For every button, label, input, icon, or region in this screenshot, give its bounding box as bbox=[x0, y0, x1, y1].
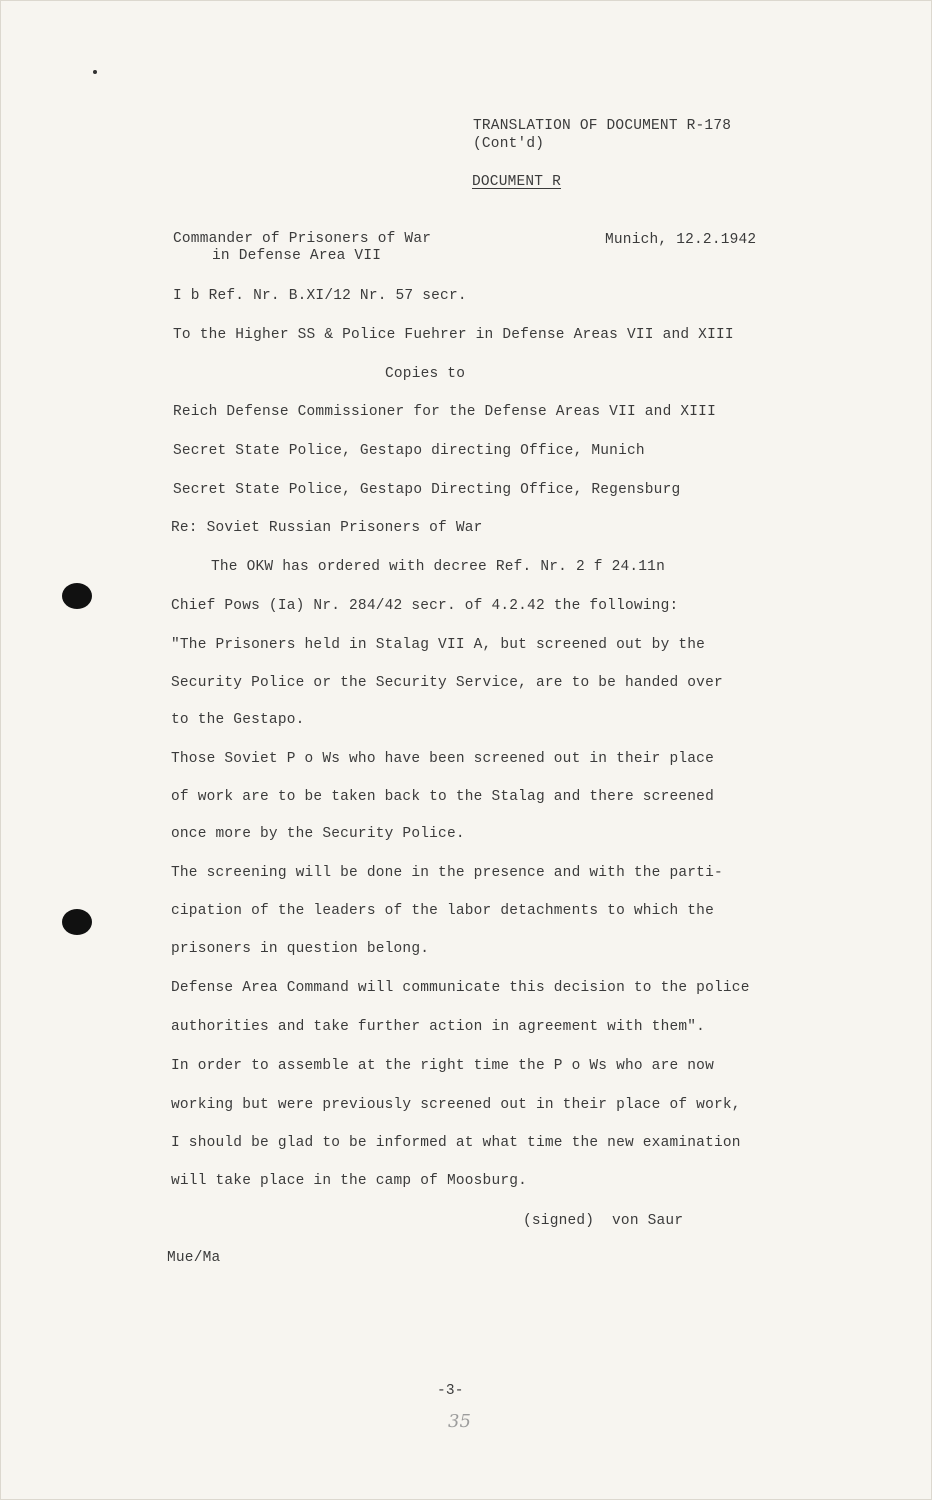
body-line: The screening will be done in the presence and with the parti- bbox=[171, 865, 723, 881]
body-line: prisoners in question belong. bbox=[171, 941, 430, 957]
body-line: Chief Pows (Ia) Nr. 284/42 secr. of 4.2.42 the following: bbox=[171, 598, 679, 614]
typist-initials: Mue/Ma bbox=[167, 1250, 221, 1266]
copy-recipient-3: Secret State Police, Gestapo Directing Office, Regensburg bbox=[173, 482, 681, 498]
body-line: Those Soviet P o Ws who have been screened out in their place bbox=[171, 751, 714, 767]
copies-to-heading: Copies to bbox=[385, 366, 466, 382]
punch-hole bbox=[62, 583, 92, 609]
body-line: working but were previously screened out in their place of work, bbox=[171, 1097, 741, 1113]
sender-line-1: Commander of Prisoners of War bbox=[173, 231, 432, 247]
body-line: In order to assemble at the right time the P o Ws who are now bbox=[171, 1058, 714, 1074]
page-number: -3- bbox=[437, 1383, 464, 1399]
body-line: "The Prisoners held in Stalag VII A, but screened out by the bbox=[171, 637, 706, 653]
ink-speck bbox=[93, 70, 97, 74]
document-label: DOCUMENT R bbox=[472, 174, 562, 190]
body-line: to the Gestapo. bbox=[171, 712, 305, 728]
body-line: once more by the Security Police. bbox=[171, 826, 465, 842]
body-line: of work are to be taken back to the Stalag and there screened bbox=[171, 789, 714, 805]
place-date: Munich, 12.2.1942 bbox=[605, 232, 757, 248]
body-line: Security Police or the Security Service, are to be handed over bbox=[171, 675, 723, 691]
reference-line: I b Ref. Nr. B.XI/12 Nr. 57 secr. bbox=[173, 288, 467, 304]
copy-recipient-1: Reich Defense Commissioner for the Defense Areas VII and XIII bbox=[173, 404, 716, 420]
body-line: authorities and take further action in agreement with them". bbox=[171, 1019, 706, 1035]
document-title: TRANSLATION OF DOCUMENT R-178 bbox=[473, 118, 732, 134]
body-line: cipation of the leaders of the labor detachments to which the bbox=[171, 903, 714, 919]
copy-recipient-2: Secret State Police, Gestapo directing Office, Munich bbox=[173, 443, 645, 459]
document-subtitle: (Cont'd) bbox=[473, 136, 545, 152]
body-line: Defense Area Command will communicate this decision to the police bbox=[171, 980, 750, 996]
sender-line-2: in Defense Area VII bbox=[212, 248, 382, 264]
punch-hole bbox=[62, 909, 92, 935]
recipient-line: To the Higher SS & Police Fuehrer in Defense Areas VII and XIII bbox=[173, 327, 734, 343]
body-line: The OKW has ordered with decree Ref. Nr. 2 f 24.11n bbox=[211, 559, 665, 575]
subject-line: Re: Soviet Russian Prisoners of War bbox=[171, 520, 483, 536]
body-line: I should be glad to be informed at what time the new examination bbox=[171, 1135, 741, 1151]
signature-line: (signed) von Saur bbox=[523, 1213, 684, 1229]
handwritten-number: 35 bbox=[448, 1411, 471, 1432]
body-line: will take place in the camp of Moosburg. bbox=[171, 1173, 528, 1189]
